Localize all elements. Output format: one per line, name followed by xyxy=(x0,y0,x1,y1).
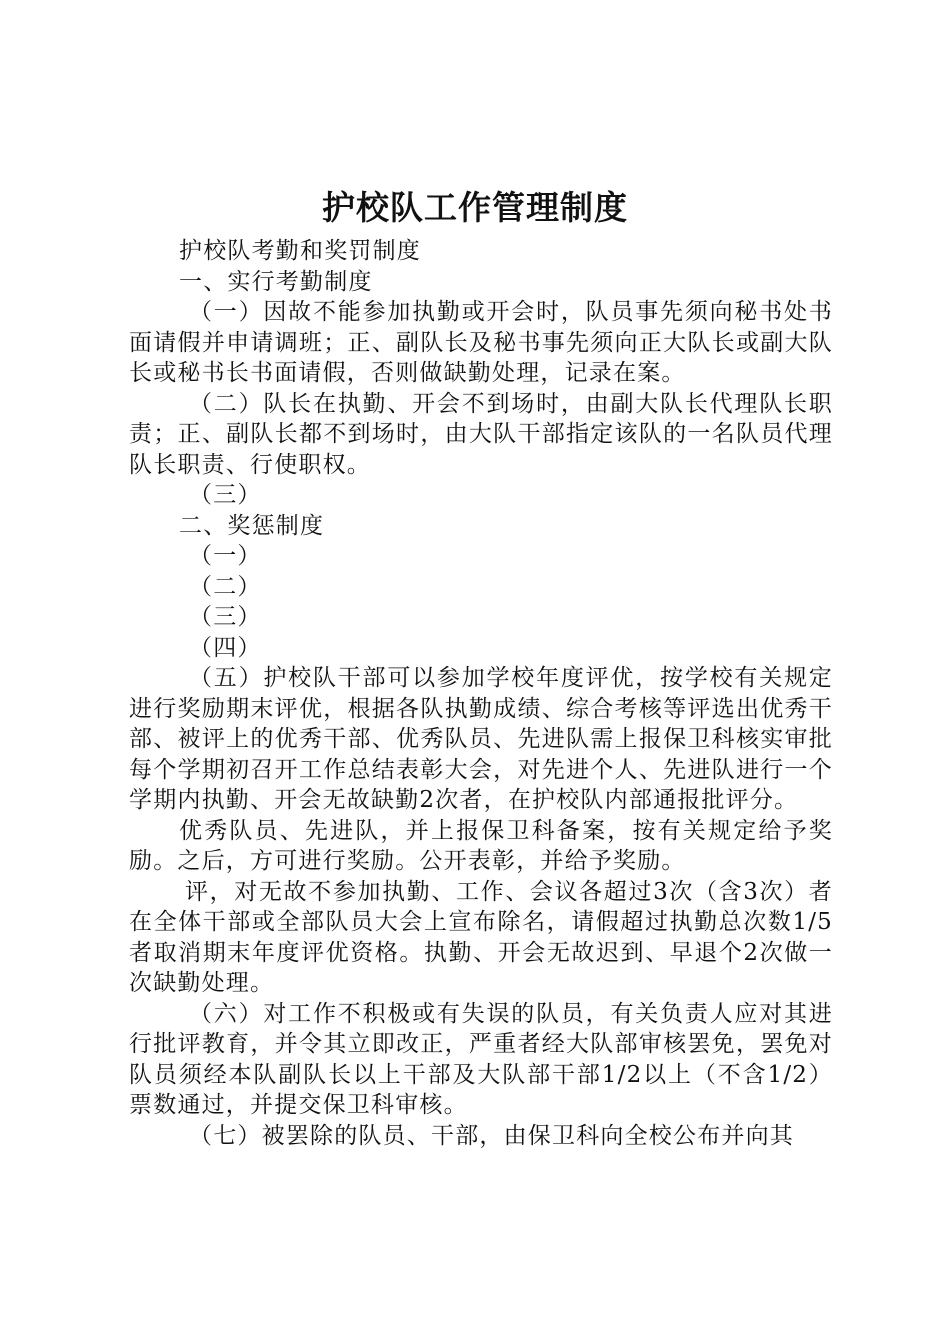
paragraph: （四） xyxy=(189,634,262,661)
paragraph: 评，对无故不参加执勤、工作、会议各超过3次（含3次）者在全体干部或全部队员大会上宣布除名，请假超过执勤总次数1/5者取消期末年度评优资格。执勤、开会无故迟到、早退个2次做一次缺勤处理。 xyxy=(129,878,833,996)
document-title: 护校队工作管理制度 xyxy=(322,188,628,227)
paragraph: （二） xyxy=(189,573,262,600)
paragraph: （六）对工作不积极或有失误的队员，有关负责人应对其进行批评教育，并令其立即改正，严重者经大队部审核罢免，罢免对队员须经本队副队长以上干部及大队部干部1/2以上（不含1/2）票数通过，并提交保卫科审核。 xyxy=(129,1000,833,1118)
paragraph: （三） xyxy=(189,482,262,508)
paragraph: （五）护校队干部可以参加学校年度评优，按学校有关规定进行奖励期末评优，根据各队执勤成绩、综合考核等评选出优秀干部、被评上的优秀干部、优秀队员、先进队需上报保卫科核实审批每个学期初召开工作总结表彰大会，对先进个人、先进队进行一个学期内执勤、开会无故缺勤2次者，在护校队内部通报批评分。 xyxy=(129,665,833,813)
paragraph: （二）队长在执勤、开会不到场时，由副大队长代理队长职责；正、副队长都不到场时，由大队干部指定该队的一名队员代理队长职责、行使职权。 xyxy=(129,390,833,478)
paragraph: （七）被罢除的队员、干部，由保卫科向全校公布并向其 xyxy=(189,1122,794,1149)
paragraph: （一）因故不能参加执勤或开会时，队员事先须向秘书处书面请假并申请调班；正、副队长及秘书事先须向正大队长或副大队长或秘书长书面请假，否则做缺勤处理，记录在案。 xyxy=(129,299,833,386)
paragraph: 优秀队员、先进队，并上报保卫科备案，按有关规定给予奖励。之后，方可进行奖励。公开表彰，并给予奖励。 xyxy=(129,817,833,874)
paragraph: （一） xyxy=(189,543,262,569)
document-body xyxy=(129,236,833,1151)
section-heading-rewards: 二、奖惩制度 xyxy=(179,512,325,539)
paragraph: （三） xyxy=(189,604,262,630)
section-heading-attendance: 一、实行考勤制度 xyxy=(179,268,373,295)
section-subtitle: 护校队考勤和奖罚制度 xyxy=(179,238,421,264)
